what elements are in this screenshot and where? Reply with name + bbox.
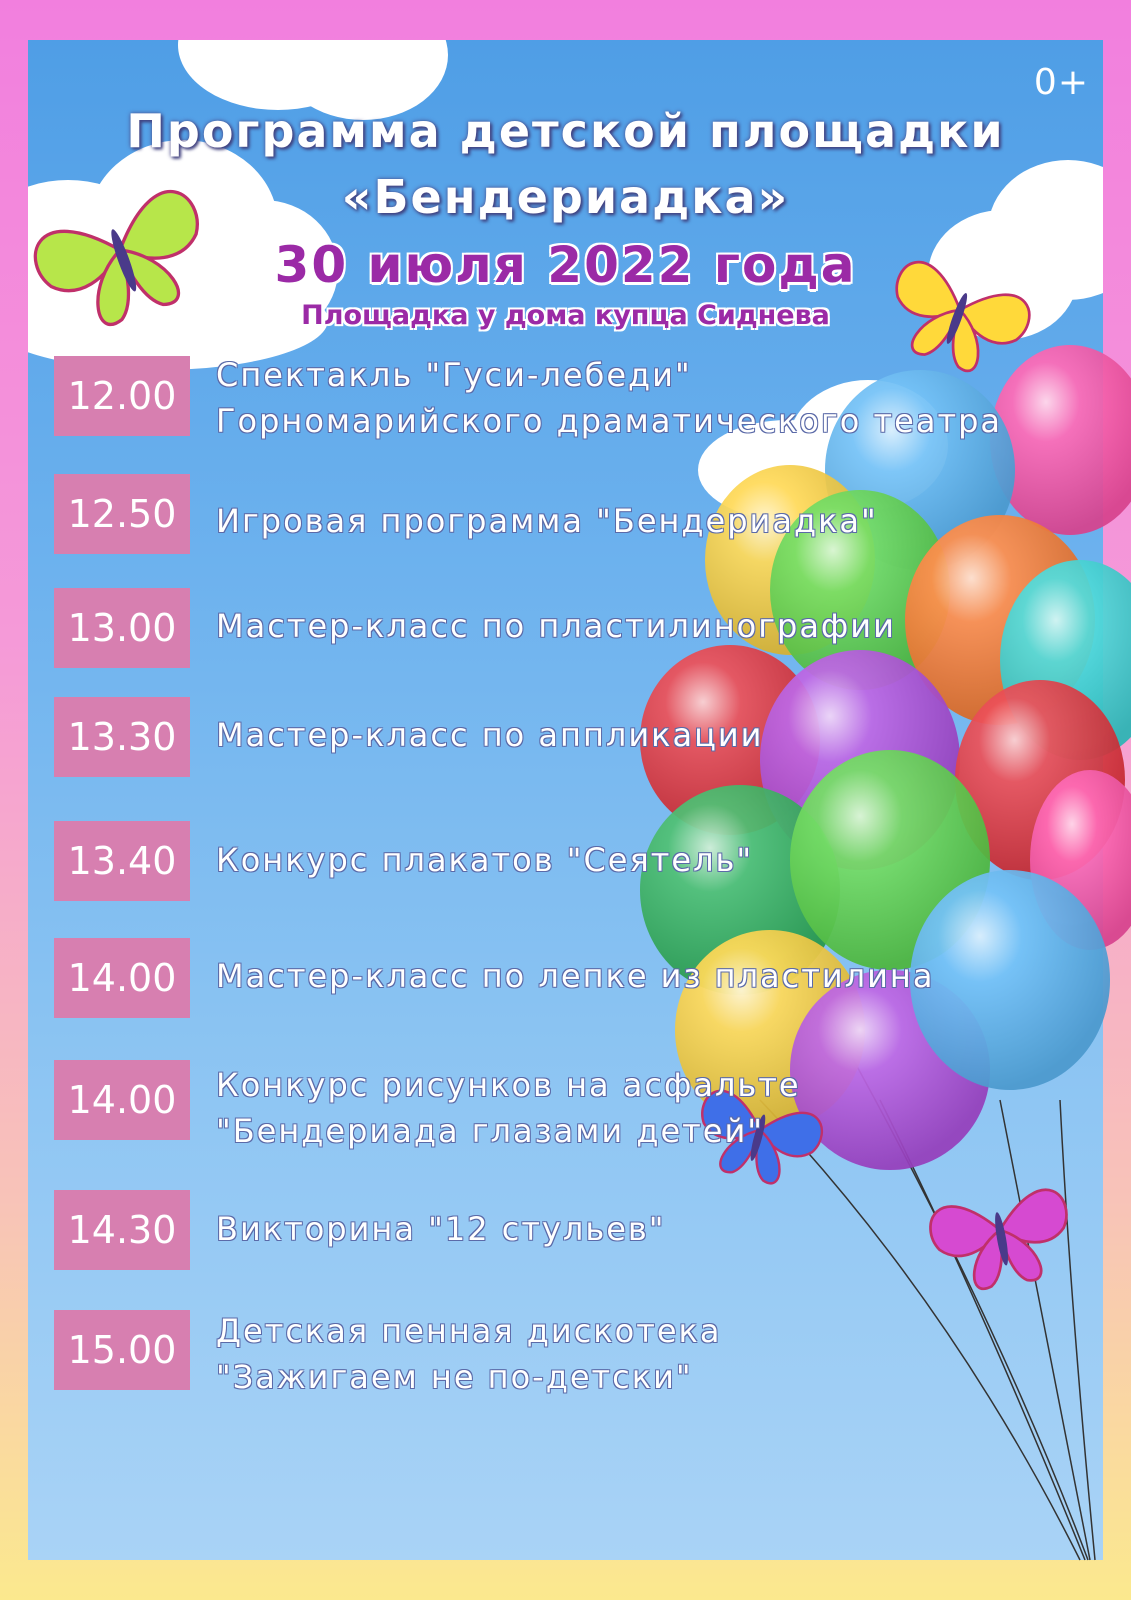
event-line-2: "Бендериада глазами детей" <box>216 1112 764 1150</box>
event-location: Площадка у дома купца Сиднева <box>301 300 830 331</box>
event-line-1: Конкурс рисунков на асфальте <box>216 1066 801 1104</box>
event-description <box>216 1206 665 1252</box>
balloon <box>990 345 1131 535</box>
event-name: «Бендериадка» <box>341 170 790 224</box>
event-description <box>216 603 896 649</box>
event-line-1: Мастер-класс по пластилинографии <box>216 607 896 645</box>
age-rating-badge: 0+ <box>1033 62 1089 103</box>
time-box: 14.30 <box>54 1190 190 1270</box>
event-line-1: Мастер-класс по аппликации <box>216 716 764 754</box>
event-line-1: Детская пенная дискотека <box>216 1312 722 1350</box>
event-line-2: Горномарийского драматического театра <box>216 402 1003 440</box>
event-description <box>216 1308 721 1400</box>
event-description <box>216 953 934 999</box>
time-box: 14.00 <box>54 938 190 1018</box>
event-line-1: Викторина "12 стульев" <box>216 1210 666 1248</box>
time-box: 12.00 <box>54 356 190 436</box>
time-box: 14.00 <box>54 1060 190 1140</box>
event-line-1: Конкурс плакатов "Сеятель" <box>216 841 754 879</box>
event-description <box>216 352 1002 444</box>
time-box: 13.30 <box>54 697 190 777</box>
time-box: 13.00 <box>54 588 190 668</box>
event-description <box>216 1062 801 1154</box>
time-box: 15.00 <box>54 1310 190 1390</box>
event-description <box>216 712 763 758</box>
event-line-2: "Зажигаем не по-детски" <box>216 1358 693 1396</box>
event-line-1: Спектакль "Гуси-лебеди" <box>216 356 692 394</box>
event-description <box>216 498 878 544</box>
time-box: 12.50 <box>54 474 190 554</box>
balloon <box>910 870 1110 1090</box>
page-title: Программа детской площадки <box>126 104 1005 158</box>
event-description <box>216 837 753 883</box>
event-line-1: Мастер-класс по лепке из пластилина <box>216 957 935 995</box>
event-line-1: Игровая программа "Бендериадка" <box>216 502 878 540</box>
event-date: 30 июля 2022 года <box>274 236 857 294</box>
time-box: 13.40 <box>54 821 190 901</box>
butterfly-icon <box>927 1187 1077 1297</box>
